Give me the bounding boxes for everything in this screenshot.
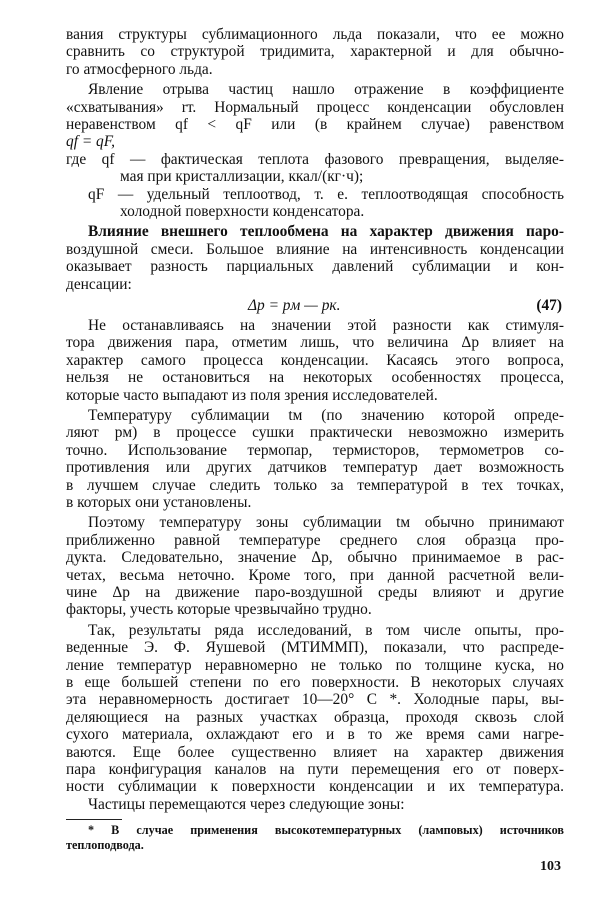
text-line: приближенно равной температуре среднего слоя образца про-: [66, 531, 564, 549]
text-line: ваются. Еще более существенно влияет на характер движения: [66, 743, 564, 761]
text-line: веденные Э. Ф. Яушевой (МТИММП), показали, что распреде-: [66, 639, 564, 657]
text-line: мая при кристаллизации, ккал/(кг·ч);: [120, 168, 364, 186]
equation-number: (47): [536, 297, 562, 314]
text-line: Так, результаты ряда исследований, в том числе опыты, про-: [88, 621, 564, 639]
text-line: вания структуры сублимационного льда показали, что ее можно: [66, 26, 564, 43]
footnote-line: теплоподвода.: [66, 838, 144, 853]
text-line: пара конфигурация каналов на пути перемещения его от поверх-: [66, 761, 564, 778]
text-line: ности сублимации к поверхности конденсации и их температура.: [66, 778, 564, 796]
text-line: в еще большей степени по его поверхности. В некоторых случаях: [66, 674, 564, 691]
text-line: четах, весьма неточно. Кроме того, при данной расчетной вели-: [66, 566, 564, 584]
text-line: противления или других датчиков температур дает возможность: [66, 459, 564, 477]
footnote-rule: [66, 819, 122, 820]
text-line: в лучшем случае следить только за температурой в тех точках,: [66, 476, 564, 494]
equation-47: [0, 297, 600, 317]
text-line: сухого материала, охлаждают его и в то же время сами нагре-: [66, 726, 564, 744]
text-line: неравенством qf < qF или (в крайнем случае) равенством: [66, 116, 564, 133]
text-line: Частицы перемещаются через следующие зоны:: [88, 795, 405, 813]
text-line: нельзя не остановиться на некоторых особенностях процесса,: [66, 369, 564, 387]
text-line: «схватывания» rт. Нормальный процесс конденсации обусловлен: [66, 98, 564, 116]
text-line: сравнить со структурой тридимита, характерной и для обычно-: [66, 43, 564, 61]
page-number: 103: [540, 859, 561, 875]
text-line: эта неравномерность достигает 10—20° С *. Холодные пары, вы-: [66, 691, 564, 709]
text-line: qF — удельный теплоотвод, т. е. теплоотводящая способность: [88, 185, 564, 203]
text-line: в которых они установлены.: [66, 494, 252, 511]
text-line: денсации:: [66, 275, 132, 293]
text-line: ление температур неравномерно не только по толщине куска, но: [66, 656, 564, 674]
text-line: которые часто выпадают из поля зрения исследователей.: [66, 386, 438, 404]
text-line: оказывает разность парциальных давлений сублимации и кон-: [66, 258, 564, 276]
text-line: факторы, учесть которые чрезвычайно трудно.: [66, 601, 372, 619]
section-heading-line: Влияние внешнего теплообмена на характер движения паро-: [88, 223, 564, 241]
text-line: Явление отрыва частиц нашло отражение в коэффициенте: [88, 81, 564, 99]
text-line: деляющиеся на разных участках образца, проходя сквозь слой: [66, 708, 564, 726]
text-line: Температуру сублимации tм (по значению которой опреде-: [88, 407, 564, 424]
text-line: го атмосферного льда.: [66, 60, 213, 78]
text-line: где qf — фактическая теплота фазового превращения, выделяе-: [66, 150, 564, 168]
text-line: Поэтому температуру зоны сублимации tм обычно принимают: [88, 514, 564, 532]
text-line: чине Δp на движение паро-воздушной среды влияют и другие: [66, 584, 564, 601]
footnote-line: * В случае применения высокотемпературных (ламповых) источников: [88, 823, 564, 838]
text-line: воздушной смеси. Большое влияние на интенсивность конденсации: [66, 240, 564, 258]
text-line: ляют pм) в процессе сушки практически невозможно измерить: [66, 424, 564, 442]
text-line: характер самого процесса конденсации. Касаясь этого вопроса,: [66, 351, 564, 369]
text-line: холодной поверхности конденсатора.: [120, 203, 365, 220]
text-line: qf = qF,: [66, 133, 116, 151]
text-line: Не останавливаясь на значении этой разности как стимуля-: [88, 317, 564, 334]
text-line: дукта. Следовательно, значение Δp, обычно принимаемое в рас-: [66, 549, 564, 567]
text-line: точно. Использование термопар, термисторов, термометров со-: [66, 441, 564, 459]
equation-expression: Δp = pм — pк.: [248, 297, 341, 314]
text-line: тора движения пара, отметим лишь, что величина Δp влияет на: [66, 334, 564, 352]
